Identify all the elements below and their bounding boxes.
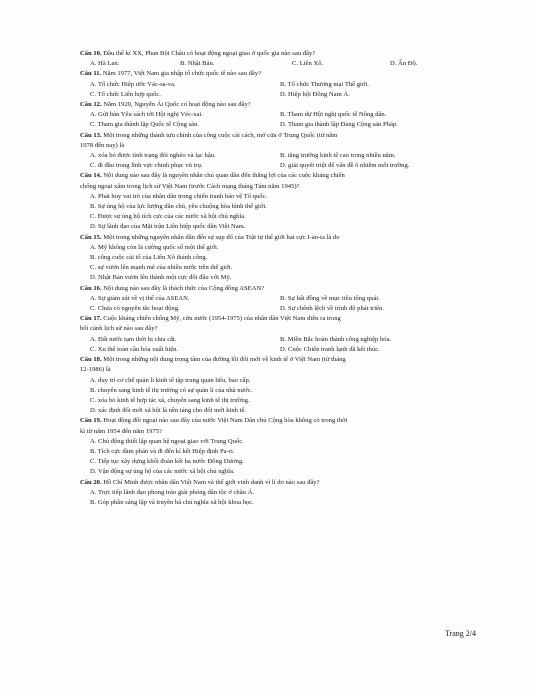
option-d: D. Hiệp hội Đông Nam Á. — [280, 90, 350, 98]
question-14-stem-continued — [80, 182, 480, 192]
question-18-stem — [80, 355, 480, 365]
question-text: Nội dung nào sau đây là thách thức của Cộng đồng ASEAN? — [103, 284, 265, 292]
option-a: A. Tổ chức Hiệp ước Vác-sa-va. — [90, 80, 176, 88]
question-17-options-cd — [80, 345, 480, 355]
option-a: A. Phát huy vai trò của nhân dân trong chiến tranh bảo vệ Tổ quốc. — [90, 192, 268, 200]
question-13-stem — [80, 131, 480, 141]
option-b: B. Nhật Bản. — [180, 60, 215, 68]
question-16-options-cd — [80, 304, 480, 314]
question-14-stem — [80, 171, 480, 181]
question-text: Hồ Chí Minh được nhân dân Việt Nam và thế giới vinh danh vì lí do nào sau đây? — [103, 478, 320, 486]
question-13-options-cd — [80, 161, 480, 171]
page-number: Trang 2/4 — [444, 629, 476, 638]
question-20-stem — [80, 478, 480, 488]
question-17-stem-continued — [80, 324, 480, 334]
option-a: A. Hà Lan. — [90, 60, 120, 68]
question-text-line-1: Một trong những thành tựu chính của công cuộc cải cách, mở cửa ở Trung Quốc (từ năm — [103, 131, 338, 139]
question-text: Năm 1977, Việt Nam gia nhập tổ chức quốc tế nào sau đây? — [102, 70, 262, 78]
question-number: Câu 13. — [80, 131, 102, 139]
question-number: Câu 14. — [80, 172, 102, 180]
question-text-line-1: Một trong những nội dung trọng tâm của đường lối đổi mới về kinh tế ở Việt Nam (từ tháng — [103, 356, 346, 364]
option-b: B. Miền Bắc hoàn thành công nghiệp hóa. — [280, 335, 392, 343]
question-text-line-1: Cuộc kháng chiến chống Mỹ, cứu nước (1954-1975) của nhân dân Việt Nam diễn ra trong — [103, 315, 341, 323]
option-b: B. Sự bất đồng về mục tiêu tổng quát. — [280, 294, 380, 302]
option-b: B. Góp phần sáng lập và truyền bá chủ nghĩa xã hội khoa học. — [90, 498, 254, 506]
option-c: C. Tham gia thành lập Quốc tế Cộng sản. — [90, 121, 200, 129]
option-b: B. tăng trưởng kinh tế cao trong nhiều năm. — [280, 152, 396, 160]
option-c: C. Chưa có nguyên tắc hoạt động. — [90, 305, 180, 313]
option-d: D. Nhật Bản vươn lên thành một cực đối đầu với Mỹ. — [90, 274, 232, 282]
option-d: D. Tham gia thành lập Đảng Cộng sản Pháp. — [280, 121, 398, 129]
option-a: A. Sự giảm sút về vị thế của ASEAN. — [90, 294, 190, 302]
question-number: Câu 16. — [80, 284, 102, 292]
question-12-stem — [80, 100, 480, 110]
question-number: Câu 15. — [80, 233, 102, 241]
question-15-stem — [80, 233, 480, 243]
question-number: Câu 17. — [80, 315, 102, 323]
option-b: B. Tham dự Hội nghị quốc tế Nông dân. — [280, 111, 387, 119]
option-c: C. Tổ chức Liên hợp quốc. — [90, 90, 161, 98]
question-13-stem-continued — [80, 141, 480, 151]
question-19-stem — [80, 416, 480, 426]
question-12-options-cd — [80, 120, 480, 130]
option-b: B. chuyển sang kinh tế thị trường có sự quản lí của nhà nước. — [90, 386, 253, 394]
question-text-line-1: Nội dung nào sau đây là nguyên nhân chủ quan dẫn đến thắng lợi của các cuộc kháng chiến — [103, 172, 345, 180]
question-text-line-2: bối cảnh lịch sử nào sau đây? — [80, 325, 158, 333]
question-text: Năm 1920, Nguyễn Ái Quốc có hoạt động nào sau đây? — [103, 101, 251, 109]
option-a: A. xóa bỏ được tình trạng đói nghèo và lạc hậu. — [90, 152, 216, 160]
question-text-line-1: Hoạt động đối ngoại nào sau đây của nước Việt Nam Dân chủ Cộng hòa không có trong thời — [103, 417, 348, 425]
question-19-stem-continued — [80, 427, 480, 437]
option-d: D. Cuộc Chiến tranh lạnh đã kết thúc. — [280, 345, 380, 353]
question-13-options-ab — [80, 151, 480, 161]
option-d: D. giải quyết triệt để vấn đề ô nhiễm môi trường. — [280, 162, 410, 170]
option-c: C. sự vươn lên mạnh mẽ của nhiều nước trên thế giới. — [90, 264, 233, 272]
question-number: Câu 11. — [80, 70, 102, 78]
question-text-line-2: kì từ năm 1954 đến năm 1975? — [80, 427, 162, 435]
option-a: A. Mỹ không còn là cường quốc số một thế giới. — [90, 243, 219, 251]
question-number: Câu 12. — [80, 101, 102, 109]
option-a: A. Trực tiếp lãnh đạo phong trào giải phóng dân tộc ở châu Á. — [90, 488, 254, 496]
question-number: Câu 10. — [80, 50, 102, 57]
question-number: Câu 20. — [80, 478, 102, 486]
option-d: D. Sự lãnh đạo của Mặt trận Liên hiệp quốc dân Việt Nam. — [90, 223, 246, 231]
question-11-options-cd — [80, 90, 480, 100]
option-b: B. công cuộc cải tổ của Liên Xô thành công. — [90, 254, 208, 262]
option-b: B. Tích cực đàm phán và đi đến kí kết Hiệp định Pa-ri. — [90, 447, 235, 455]
question-text: Một trong những nguyên nhân dẫn đến sự sụp đổ của Trật tự thế giới hai cực I-an-ta là do — [103, 233, 340, 241]
question-10-stem — [80, 49, 480, 59]
question-list — [80, 49, 480, 508]
question-12-options-ab — [80, 110, 480, 120]
question-text-line-2: 12-1986) là — [80, 366, 111, 374]
option-a: A. Gửi bản Yêu sách tới Hội nghị Véc-xai. — [90, 111, 203, 119]
option-c: C. xóa bỏ kinh tế hợp tác xã, chuyển sang kinh tế thị trường. — [90, 396, 250, 404]
question-text-line-2: chống ngoại xâm trong lịch sử Việt Nam (trước Cách mạng tháng Tám năm 1945)? — [80, 182, 300, 190]
question-text: Đầu thế kỉ XX, Phan Bội Châu có hoạt động ngoại giao ở quốc gia nào sau đây? — [103, 50, 316, 57]
question-16-options-ab — [80, 294, 480, 304]
question-number: Câu 19. — [80, 417, 102, 425]
question-text-line-2: 1978 đến nay) là — [80, 141, 125, 149]
option-c: C. Xu thế toàn cầu hóa xuất hiện. — [90, 345, 179, 353]
question-number: Câu 18. — [80, 356, 102, 364]
question-16-stem — [80, 284, 480, 294]
question-11-options-ab — [80, 80, 480, 90]
option-d: D. Sự chênh lệch về trình độ phát triển. — [280, 305, 384, 313]
option-d: D. Ấn Độ. — [390, 60, 418, 68]
question-18-stem-continued — [80, 365, 480, 375]
option-b: B. Sự ủng hộ của lực lượng dân chủ, yêu chuộng hòa bình thế giới. — [90, 203, 267, 211]
question-17-options-ab — [80, 335, 480, 345]
option-c: C. Được sự ủng hộ tích cực của các nước xã hội chủ nghĩa. — [90, 213, 246, 221]
question-10-options — [80, 59, 480, 69]
option-c: C. Liên Xô. — [292, 60, 324, 68]
option-c: C. đi đầu trong lĩnh vực chinh phục vũ trụ. — [90, 162, 203, 170]
option-a: A. Đất nước tạm thời bị chia cắt. — [90, 335, 177, 343]
option-d: D. xác định đổi mới xã hội là nền tảng cho đổi mới kinh tế. — [90, 407, 247, 415]
option-a: A. Chủ động thiết lập quan hệ ngoại giao với Trung Quốc. — [90, 437, 244, 445]
option-d: D. Vận động sự ủng hộ của các nước xã hội chủ nghĩa. — [90, 468, 235, 476]
option-b: B. Tổ chức Thương mại Thế giới. — [280, 80, 369, 88]
question-11-stem — [80, 69, 480, 79]
option-c: C. Tiếp tục xây dựng khối đoàn kết ba nước Đông Dương. — [90, 458, 244, 466]
question-17-stem — [80, 314, 480, 324]
option-a: A. duy trì cơ chế quản lí kinh tế tập trung quan liêu, bao cấp. — [90, 376, 251, 384]
